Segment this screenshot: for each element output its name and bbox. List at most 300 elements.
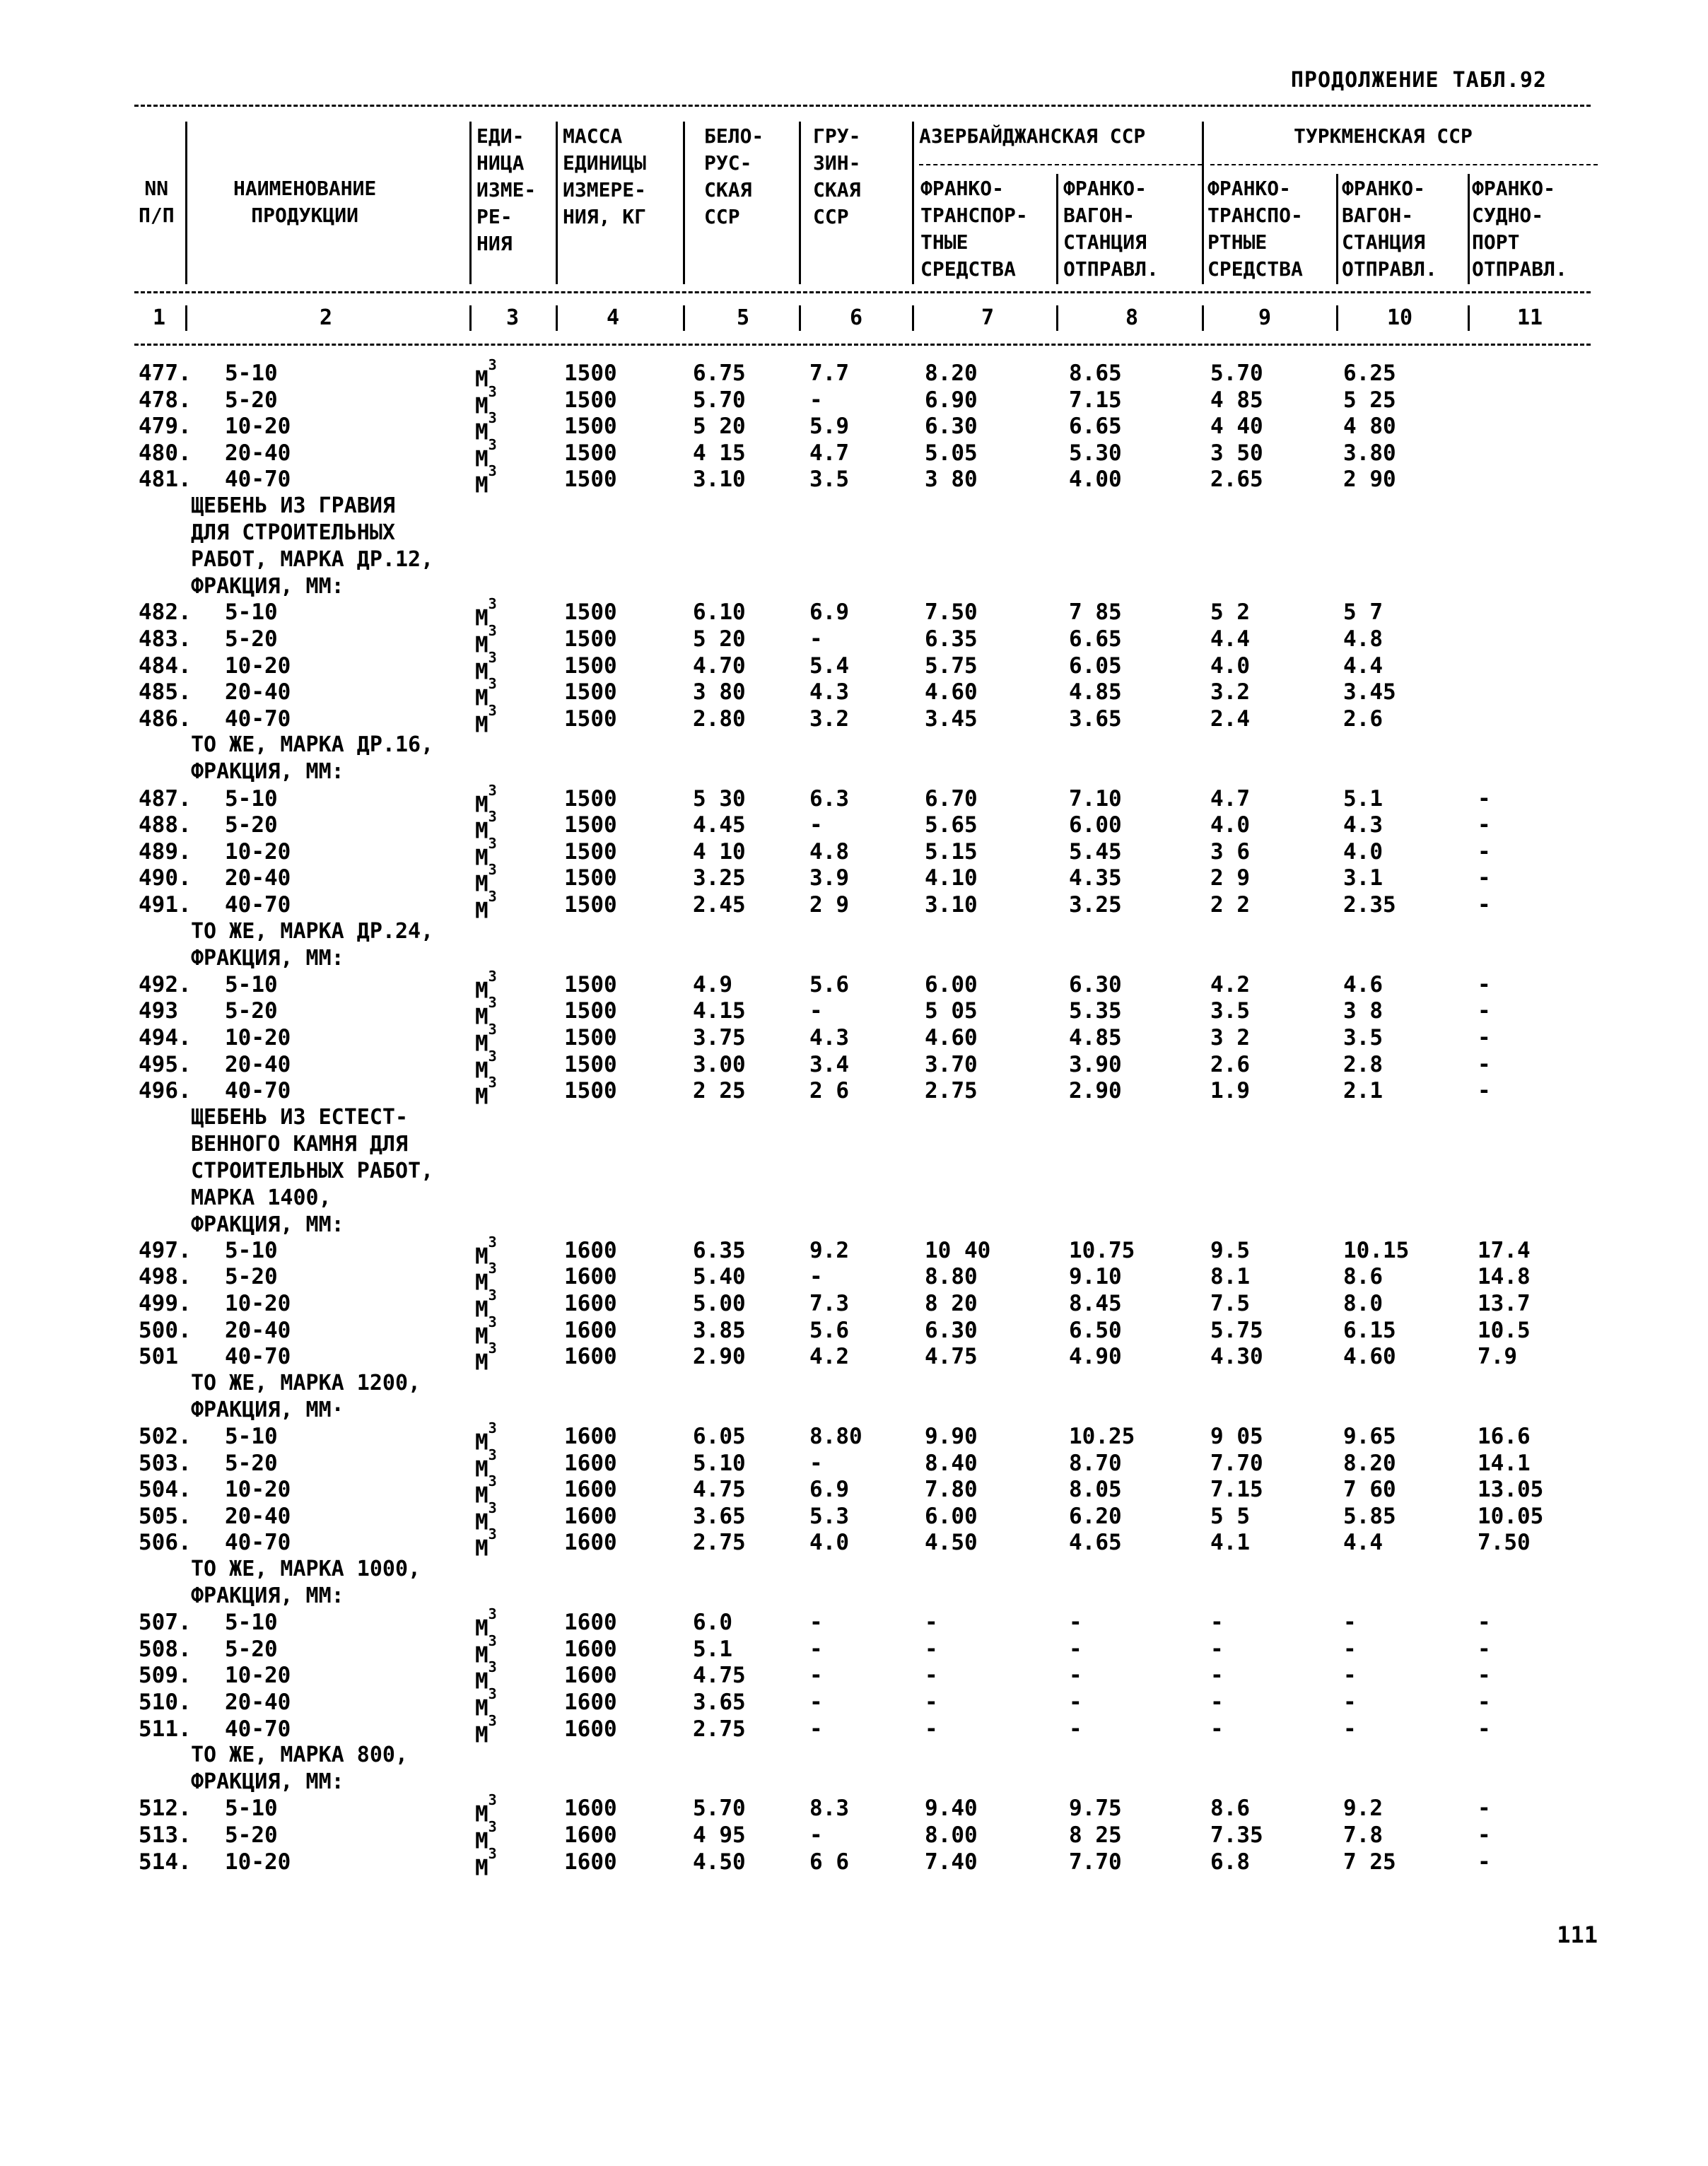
unit-exponent: 3 bbox=[488, 1021, 497, 1038]
unit-base: М bbox=[475, 632, 489, 658]
unit-exponent: 3 bbox=[488, 1287, 497, 1304]
cell-col2: 10-20 bbox=[225, 414, 291, 439]
unit-exponent: 3 bbox=[488, 649, 497, 666]
cell-col1: 513. bbox=[139, 1822, 192, 1848]
cell-col4: 1500 bbox=[564, 599, 617, 625]
cell-unit bbox=[475, 1526, 497, 1562]
cell-col6: 2 6 bbox=[809, 1078, 849, 1104]
cell-col10: - bbox=[1343, 1663, 1357, 1688]
cell-col9: - bbox=[1210, 1716, 1224, 1742]
unit-exponent: 3 bbox=[488, 861, 497, 878]
cell-col2: 5-20 bbox=[225, 387, 278, 413]
cell-col11: - bbox=[1478, 1025, 1491, 1050]
unit-exponent: 3 bbox=[488, 1791, 497, 1808]
cell-col7: 6.30 bbox=[925, 1318, 978, 1343]
hdr-bar-5 bbox=[799, 122, 801, 284]
hdr-col7: ФРАНКО- ТРАНСПОР- ТНЫЕ СРЕДСТВА bbox=[920, 177, 1028, 281]
cell-col2: 20-40 bbox=[225, 679, 291, 705]
cell-col5: 5.00 bbox=[693, 1291, 746, 1316]
cell-col4: 1500 bbox=[564, 1025, 617, 1050]
unit-exponent: 3 bbox=[488, 1313, 497, 1330]
unit-base: М bbox=[475, 1855, 489, 1881]
section-title: ТО ЖЕ, МАРКА ДР.16, ФРАКЦИЯ, ММ: bbox=[191, 732, 434, 785]
hdr-bar-3 bbox=[556, 122, 558, 284]
cell-col5: 4 15 bbox=[693, 440, 746, 466]
cell-col1: 483. bbox=[139, 626, 192, 652]
cell-col1: 482. bbox=[139, 599, 192, 625]
cell-col9: 5 2 bbox=[1210, 599, 1250, 625]
unit-base: М bbox=[475, 792, 489, 818]
cell-col10: 5 7 bbox=[1343, 599, 1383, 625]
cell-col5: 2.75 bbox=[693, 1716, 746, 1742]
unit-exponent: 3 bbox=[488, 462, 497, 479]
hdr-bar-9 bbox=[1336, 174, 1338, 284]
hdr-col2: НАИМЕНОВАНИЕ ПРОДУКЦИИ bbox=[233, 177, 377, 227]
cell-col9: 2.6 bbox=[1210, 1052, 1250, 1077]
cell-col5: 6.0 bbox=[693, 1610, 732, 1635]
unit-base: М bbox=[475, 419, 489, 445]
cell-col9: 2.4 bbox=[1210, 706, 1250, 732]
cell-col4: 1600 bbox=[564, 1690, 617, 1715]
cell-col4: 1500 bbox=[564, 1078, 617, 1104]
cell-col11: - bbox=[1478, 1663, 1491, 1688]
cell-col7: 6.30 bbox=[925, 414, 978, 439]
cell-col11: 10.5 bbox=[1478, 1318, 1531, 1343]
cell-col11: 7.9 bbox=[1478, 1344, 1517, 1369]
hdr-col11: ФРАНКО- СУДНО- ПОРТ ОТПРАВЛ. bbox=[1472, 177, 1567, 281]
unit-base: М bbox=[475, 978, 489, 1004]
cell-col11: - bbox=[1478, 1822, 1491, 1848]
unit-base: М bbox=[475, 446, 489, 472]
unit-exponent: 3 bbox=[488, 1712, 497, 1729]
cell-col1: 504. bbox=[139, 1477, 192, 1502]
unit-exponent: 3 bbox=[488, 1499, 497, 1516]
cell-col6: 3.4 bbox=[809, 1052, 849, 1077]
colnum-7: 7 bbox=[981, 305, 995, 330]
cell-col8: 4.00 bbox=[1069, 467, 1122, 492]
cell-col6: 9.2 bbox=[809, 1238, 849, 1263]
colnum-9: 9 bbox=[1258, 305, 1272, 330]
cell-col1: 484. bbox=[139, 653, 192, 679]
cell-col1: 490. bbox=[139, 865, 192, 891]
cell-col8: - bbox=[1069, 1663, 1082, 1688]
cell-col9: 4.1 bbox=[1210, 1530, 1250, 1555]
cell-col9: 8.1 bbox=[1210, 1264, 1250, 1289]
cell-col10: - bbox=[1343, 1637, 1357, 1662]
cell-col10: - bbox=[1343, 1610, 1357, 1635]
cell-col1: 478. bbox=[139, 387, 192, 413]
cell-col5: 4.75 bbox=[693, 1663, 746, 1688]
cell-col5: 5.70 bbox=[693, 387, 746, 413]
table-row bbox=[0, 1074, 1708, 1110]
cell-col2: 10-20 bbox=[225, 1025, 291, 1050]
cell-unit bbox=[475, 1340, 497, 1376]
cell-col11: - bbox=[1478, 1690, 1491, 1715]
cell-col8: 9.75 bbox=[1069, 1796, 1122, 1821]
cell-col2: 20-40 bbox=[225, 440, 291, 466]
cell-col9: 2 2 bbox=[1210, 892, 1250, 918]
cell-col7: 6.00 bbox=[925, 1504, 978, 1529]
table-row bbox=[0, 1791, 1708, 1827]
cell-col6: - bbox=[809, 1610, 823, 1635]
unit-base: М bbox=[475, 1722, 489, 1748]
cell-col6: 5.9 bbox=[809, 414, 849, 439]
unit-exponent: 3 bbox=[488, 595, 497, 612]
cell-col10: 6.25 bbox=[1343, 361, 1396, 386]
cell-col9: 3 2 bbox=[1210, 1025, 1250, 1050]
table-row bbox=[0, 1260, 1708, 1296]
table-row bbox=[0, 1021, 1708, 1057]
cell-col9: - bbox=[1210, 1610, 1224, 1635]
cell-col7: - bbox=[925, 1716, 938, 1742]
unit-exponent: 3 bbox=[488, 835, 497, 852]
unit-exponent: 3 bbox=[488, 436, 497, 453]
unit-exponent: 3 bbox=[488, 383, 497, 400]
cell-col1: 510. bbox=[139, 1690, 192, 1715]
cell-col7: 7.80 bbox=[925, 1477, 978, 1502]
cell-col2: 40-70 bbox=[225, 1078, 291, 1104]
cell-col5: 2.90 bbox=[693, 1344, 746, 1369]
cell-col1: 481. bbox=[139, 467, 192, 492]
cell-col1: 494. bbox=[139, 1025, 192, 1050]
colnum-8: 8 bbox=[1125, 305, 1139, 330]
cell-col7: 4.50 bbox=[925, 1530, 978, 1555]
cell-col7: 5.65 bbox=[925, 812, 978, 838]
cell-col10: - bbox=[1343, 1690, 1357, 1715]
cell-col4: 1600 bbox=[564, 1716, 617, 1742]
cell-col7: 3.70 bbox=[925, 1052, 978, 1077]
cell-col8: 4.85 bbox=[1069, 679, 1122, 705]
cell-col6: - bbox=[809, 1663, 823, 1688]
colnum-bar-9 bbox=[1336, 305, 1338, 331]
cell-col8: 8.65 bbox=[1069, 361, 1122, 386]
unit-base: М bbox=[475, 1695, 489, 1721]
cell-col2: 5-20 bbox=[225, 1822, 278, 1848]
cell-col5: 2.75 bbox=[693, 1530, 746, 1555]
cell-col10: 4.60 bbox=[1343, 1344, 1396, 1369]
unit-exponent: 3 bbox=[488, 1340, 497, 1357]
cell-col6: - bbox=[809, 812, 823, 838]
cell-col6: 4.8 bbox=[809, 839, 849, 865]
unit-base: М bbox=[475, 1084, 489, 1110]
hdr-bar-6 bbox=[912, 122, 914, 284]
hdr-col10: ФРАНКО- ВАГОН- СТАНЦИЯ ОТПРАВЛ. bbox=[1342, 177, 1437, 281]
cell-col8: - bbox=[1069, 1637, 1082, 1662]
hdr-col8: ФРАНКО- ВАГОН- СТАНЦИЯ ОТПРАВЛ. bbox=[1063, 177, 1159, 281]
cell-col8: 7.15 bbox=[1069, 387, 1122, 413]
table-row bbox=[0, 1658, 1708, 1694]
azer-sub-rule bbox=[919, 164, 1202, 165]
table-row bbox=[0, 835, 1708, 871]
cell-col7: 8.00 bbox=[925, 1822, 978, 1848]
cell-col11: - bbox=[1478, 839, 1491, 865]
colnum-bottom-rule bbox=[134, 344, 1591, 346]
cell-col2: 10-20 bbox=[225, 653, 291, 679]
hdr-bar-10 bbox=[1468, 174, 1470, 284]
cell-col7: 3.45 bbox=[925, 706, 978, 732]
table-row bbox=[0, 1473, 1708, 1509]
table-row bbox=[0, 622, 1708, 658]
cell-col4: 1600 bbox=[564, 1849, 617, 1875]
cell-col9: 9 05 bbox=[1210, 1424, 1263, 1449]
table-row bbox=[0, 1685, 1708, 1721]
cell-col5: 3.85 bbox=[693, 1318, 746, 1343]
page-number: 111 bbox=[1557, 1921, 1598, 1948]
cell-col9: 4.30 bbox=[1210, 1344, 1263, 1369]
cell-col9: 8.6 bbox=[1210, 1796, 1250, 1821]
cell-col4: 1600 bbox=[564, 1318, 617, 1343]
cell-col6: 3.9 bbox=[809, 865, 849, 891]
cell-col11: 14.1 bbox=[1478, 1451, 1531, 1476]
unit-base: М bbox=[475, 685, 489, 711]
cell-col6: 7.7 bbox=[809, 361, 849, 386]
cell-col4: 1600 bbox=[564, 1264, 617, 1289]
unit-base: М bbox=[475, 1509, 489, 1535]
cell-col5: 6.35 bbox=[693, 1238, 746, 1263]
cell-col7: 6.70 bbox=[925, 786, 978, 812]
cell-col9: 3 50 bbox=[1210, 440, 1263, 466]
unit-exponent: 3 bbox=[488, 1074, 497, 1091]
table-row bbox=[0, 462, 1708, 498]
cell-col4: 1600 bbox=[564, 1238, 617, 1263]
unit-exponent: 3 bbox=[488, 808, 497, 825]
cell-col6: 3.2 bbox=[809, 706, 849, 732]
hdr-azer: АЗЕРБАЙДЖАНСКАЯ ССР bbox=[919, 124, 1146, 148]
cell-col1: 507. bbox=[139, 1610, 192, 1635]
cell-col10: 5.85 bbox=[1343, 1504, 1396, 1529]
table-row bbox=[0, 1499, 1708, 1535]
cell-col8: 6.50 bbox=[1069, 1318, 1122, 1343]
cell-col2: 10-20 bbox=[225, 1477, 291, 1502]
hdr-turk: ТУРКМЕНСКАЯ ССР bbox=[1294, 124, 1473, 148]
colnum-row bbox=[0, 305, 1708, 334]
cell-col2: 5-10 bbox=[225, 1796, 278, 1821]
cell-col5: 2.45 bbox=[693, 892, 746, 918]
cell-col4: 1600 bbox=[564, 1504, 617, 1529]
unit-base: М bbox=[475, 1296, 489, 1323]
cell-col1: 485. bbox=[139, 679, 192, 705]
cell-col10: 2 90 bbox=[1343, 467, 1396, 492]
cell-col10: 3.80 bbox=[1343, 440, 1396, 466]
cell-col9: 4 40 bbox=[1210, 414, 1263, 439]
cell-col9: 4.2 bbox=[1210, 972, 1250, 997]
colnum-3: 3 bbox=[506, 305, 520, 330]
unit-exponent: 3 bbox=[488, 622, 497, 639]
cell-col9: 7.70 bbox=[1210, 1451, 1263, 1476]
cell-col6: - bbox=[809, 626, 823, 652]
cell-col4: 1500 bbox=[564, 361, 617, 386]
cell-col4: 1600 bbox=[564, 1530, 617, 1555]
colnum-6: 6 bbox=[850, 305, 863, 330]
cell-col2: 5-10 bbox=[225, 1610, 278, 1635]
table-row bbox=[0, 383, 1708, 419]
cell-col2: 5-10 bbox=[225, 1238, 278, 1263]
cell-unit bbox=[475, 1845, 497, 1881]
table-row bbox=[0, 1446, 1708, 1482]
cell-unit bbox=[475, 702, 497, 738]
unit-exponent: 3 bbox=[488, 1632, 497, 1649]
cell-col6: - bbox=[809, 1822, 823, 1848]
cell-col9: - bbox=[1210, 1690, 1224, 1715]
cell-col2: 20-40 bbox=[225, 1052, 291, 1077]
cell-col11: - bbox=[1478, 1052, 1491, 1077]
cell-col10: 8.6 bbox=[1343, 1264, 1383, 1289]
cell-col7: - bbox=[925, 1610, 938, 1635]
unit-base: М bbox=[475, 818, 489, 844]
unit-exponent: 3 bbox=[488, 702, 497, 719]
cell-col8: 7.10 bbox=[1069, 786, 1122, 812]
table-row bbox=[0, 1845, 1708, 1881]
cell-col8: - bbox=[1069, 1716, 1082, 1742]
cell-col10: 2.6 bbox=[1343, 706, 1383, 732]
cell-col2: 5-20 bbox=[225, 1264, 278, 1289]
cell-col4: 1600 bbox=[564, 1291, 617, 1316]
cell-col5: 3.75 bbox=[693, 1025, 746, 1050]
cell-col11: - bbox=[1478, 1610, 1491, 1635]
cell-col11: - bbox=[1478, 812, 1491, 838]
cell-col9: 4 85 bbox=[1210, 387, 1263, 413]
table-row bbox=[0, 595, 1708, 631]
cell-col10: 4.4 bbox=[1343, 653, 1383, 679]
cell-col4: 1500 bbox=[564, 812, 617, 838]
cell-col1: 497. bbox=[139, 1238, 192, 1263]
cell-col8: 5.45 bbox=[1069, 839, 1122, 865]
unit-base: М bbox=[475, 1456, 489, 1482]
turk-sub-rule bbox=[1210, 164, 1598, 165]
cell-col10: 3.1 bbox=[1343, 865, 1383, 891]
unit-exponent: 3 bbox=[488, 1605, 497, 1622]
cell-col1: 479. bbox=[139, 414, 192, 439]
cell-col4: 1600 bbox=[564, 1822, 617, 1848]
cell-col11: - bbox=[1478, 972, 1491, 997]
cell-col10: 4.6 bbox=[1343, 972, 1383, 997]
cell-col2: 5-10 bbox=[225, 599, 278, 625]
cell-col9: 5.70 bbox=[1210, 361, 1263, 386]
section-title: ЩЕБЕНЬ ИЗ ЕСТЕСТ- ВЕННОГО КАМНЯ ДЛЯ СТРОИТЕЛЬНЫХ РАБОТ, МАРКА 1400, ФРАКЦИЯ, ММ: bbox=[191, 1104, 434, 1237]
cell-col7: 4.75 bbox=[925, 1344, 978, 1369]
cell-col7: 8.40 bbox=[925, 1451, 978, 1476]
unit-base: М bbox=[475, 605, 489, 631]
colnum-bar-4 bbox=[683, 305, 685, 331]
cell-col5: 3 80 bbox=[693, 679, 746, 705]
cell-col4: 1600 bbox=[564, 1451, 617, 1476]
cell-col6: - bbox=[809, 1690, 823, 1715]
cell-col4: 1500 bbox=[564, 387, 617, 413]
cell-col2: 5-10 bbox=[225, 361, 278, 386]
cell-col1: 503. bbox=[139, 1451, 192, 1476]
cell-col5: 5 20 bbox=[693, 626, 746, 652]
cell-col9: 6.8 bbox=[1210, 1849, 1250, 1875]
cell-col7: 7.50 bbox=[925, 599, 978, 625]
unit-exponent: 3 bbox=[488, 1685, 497, 1702]
hdr-bar-4 bbox=[683, 122, 685, 284]
colnum-10: 10 bbox=[1387, 305, 1413, 330]
unit-exponent: 3 bbox=[488, 1260, 497, 1277]
table-row bbox=[0, 1818, 1708, 1854]
cell-col4: 1600 bbox=[564, 1796, 617, 1821]
unit-base: М bbox=[475, 712, 489, 738]
section-title: ТО ЖЕ, МАРКА 1200, ФРАКЦИЯ, ММ· bbox=[191, 1370, 421, 1422]
cell-col10: 3 8 bbox=[1343, 998, 1383, 1024]
unit-base: М bbox=[475, 1482, 489, 1509]
cell-col2: 10-20 bbox=[225, 1663, 291, 1688]
cell-col1: 491. bbox=[139, 892, 192, 918]
colnum-bar-7 bbox=[1056, 305, 1058, 331]
hdr-col5: БЕЛО- РУС- СКАЯ ССР bbox=[704, 124, 764, 228]
cell-col8: 10.25 bbox=[1069, 1424, 1135, 1449]
cell-col11: - bbox=[1478, 865, 1491, 891]
unit-base: М bbox=[475, 659, 489, 685]
unit-base: М bbox=[475, 1270, 489, 1296]
cell-col4: 1600 bbox=[564, 1610, 617, 1635]
cell-col1: 500. bbox=[139, 1318, 192, 1343]
unit-base: М bbox=[475, 1535, 489, 1562]
table-caption: ПРОДОЛЖЕНИЕ ТАБЛ.92 bbox=[1290, 68, 1547, 93]
cell-unit bbox=[475, 888, 497, 924]
cell-col5: 3.25 bbox=[693, 865, 746, 891]
cell-col9: 4.0 bbox=[1210, 812, 1250, 838]
cell-col5: 5.10 bbox=[693, 1451, 746, 1476]
cell-col2: 40-70 bbox=[225, 892, 291, 918]
cell-col1: 477. bbox=[139, 361, 192, 386]
cell-col5: 4.45 bbox=[693, 812, 746, 838]
cell-col8: 8 25 bbox=[1069, 1822, 1122, 1848]
cell-col4: 1600 bbox=[564, 1344, 617, 1369]
table-row bbox=[0, 968, 1708, 1004]
table-row bbox=[0, 436, 1708, 472]
cell-col10: 2.8 bbox=[1343, 1052, 1383, 1077]
cell-col8: 2.90 bbox=[1069, 1078, 1122, 1104]
cell-col11: 13.7 bbox=[1478, 1291, 1531, 1316]
cell-col10: 2.1 bbox=[1343, 1078, 1383, 1104]
unit-exponent: 3 bbox=[488, 888, 497, 905]
cell-unit bbox=[475, 1074, 497, 1110]
unit-exponent: 3 bbox=[488, 1473, 497, 1489]
cell-col11: - bbox=[1478, 1716, 1491, 1742]
cell-col5: 6.75 bbox=[693, 361, 746, 386]
cell-col11: - bbox=[1478, 1849, 1491, 1875]
cell-col2: 5-20 bbox=[225, 998, 278, 1024]
cell-col10: 7.8 bbox=[1343, 1822, 1383, 1848]
section-title: ЩЕБЕНЬ ИЗ ГРАВИЯ ДЛЯ СТРОИТЕЛЬНЫХ РАБОТ, МАРКА ДР.12, ФРАКЦИЯ, ММ: bbox=[191, 493, 434, 599]
unit-base: М bbox=[475, 1615, 489, 1641]
hdr-bar-2 bbox=[469, 122, 472, 284]
hdr-col4: МАССА ЕДИНИЦЫ ИЗМЕРЕ- НИЯ, КГ bbox=[563, 124, 647, 228]
cell-col1: 511. bbox=[139, 1716, 192, 1742]
cell-col5: 5 20 bbox=[693, 414, 746, 439]
cell-col10: 10.15 bbox=[1343, 1238, 1410, 1263]
cell-col8: - bbox=[1069, 1690, 1082, 1715]
cell-col4: 1500 bbox=[564, 414, 617, 439]
cell-col2: 5-20 bbox=[225, 626, 278, 652]
table-row bbox=[0, 994, 1708, 1030]
cell-col2: 10-20 bbox=[225, 1291, 291, 1316]
cell-col11: 16.6 bbox=[1478, 1424, 1531, 1449]
cell-col7: 9.90 bbox=[925, 1424, 978, 1449]
cell-col9: 4.4 bbox=[1210, 626, 1250, 652]
cell-col7: 8.20 bbox=[925, 361, 978, 386]
cell-col1: 489. bbox=[139, 839, 192, 865]
cell-col8: 5.35 bbox=[1069, 998, 1122, 1024]
cell-col8: 8.05 bbox=[1069, 1477, 1122, 1502]
hdr-bar-8 bbox=[1202, 122, 1204, 284]
cell-col6: 8.80 bbox=[809, 1424, 862, 1449]
cell-col1: 496. bbox=[139, 1078, 192, 1104]
cell-col5: 4 10 bbox=[693, 839, 746, 865]
cell-col2: 20-40 bbox=[225, 1504, 291, 1529]
cell-col7: 5.75 bbox=[925, 653, 978, 679]
cell-col8: 4.90 bbox=[1069, 1344, 1122, 1369]
